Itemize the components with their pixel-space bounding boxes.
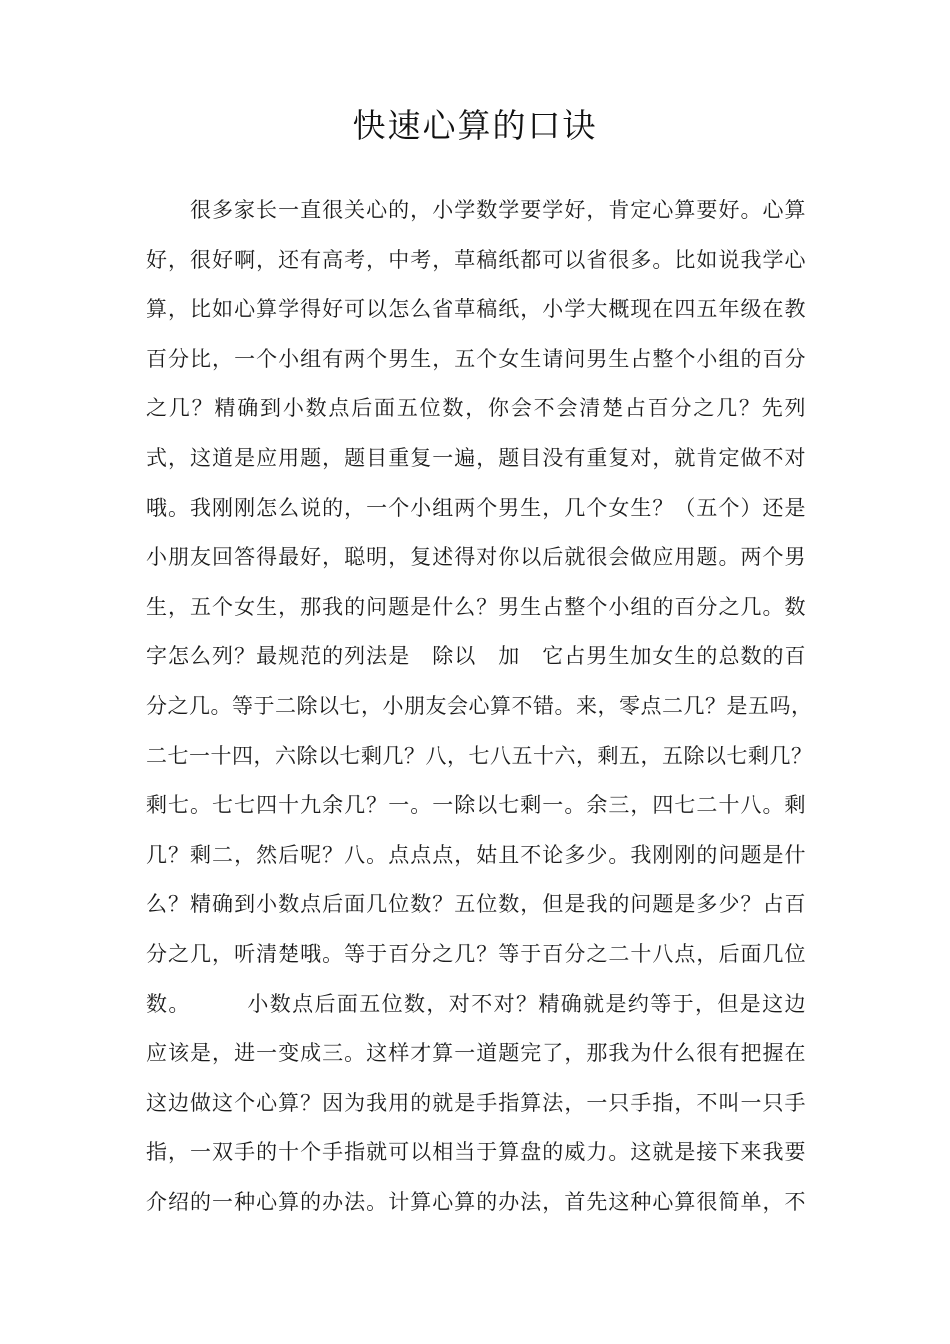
body-paragraph: [146, 186, 813, 1227]
text-line: 剩七。七七四十九余几？一。一除以七剩一。余三，四七二十八。剩: [146, 793, 806, 818]
text-line: 应该是，进一变成三。这样才算一道题完了，那我为什么很有把握在: [146, 1041, 806, 1066]
text-line: 么？精确到小数点后面几位数？五位数，但是我的问题是多少？占百: [146, 892, 806, 917]
text-line: 百分比，一个小组有两个男生，五个女生请问男生占整个小组的百分: [146, 346, 806, 371]
text-line: 好，很好啊，还有高考，中考，草稿纸都可以省很多。比如说我学心: [146, 247, 806, 272]
text-line: 很多家长一直很关心的，小学数学要学好，肯定心算要好。心算: [190, 198, 806, 222]
text-line: 这边做这个心算？因为我用的就是手指算法，一只手指，不叫一只手: [146, 1090, 806, 1115]
text-line: 数。 小数点后面五位数，对不对？精确就是约等于，但是这边: [146, 991, 806, 1016]
text-line: 哦。我刚刚怎么说的，一个小组两个男生，几个女生？（五个）还是: [146, 495, 806, 520]
text-line: 小朋友回答得最好，聪明，复述得对你以后就很会做应用题。两个男: [146, 545, 806, 570]
text-line: 算，比如心算学得好可以怎么省草稿纸，小学大概现在四五年级在教: [146, 297, 806, 322]
text-line: 生，五个女生，那我的问题是什么？男生占整个小组的百分之几。数: [146, 594, 806, 619]
text-line: 二七一十四，六除以七剩几？八，七八五十六，剩五，五除以七剩几？: [146, 743, 813, 768]
text-line: 之几？精确到小数点后面五位数，你会不会清楚占百分之几？先列: [146, 396, 806, 421]
text-line: 介绍的一种心算的办法。计算心算的办法，首先这种心算很简单，不: [146, 1189, 806, 1214]
document-title: 快速心算的口诀: [352, 106, 598, 145]
text-line: 分之几，听清楚哦。等于百分之几？等于百分之二十八点，后面几位: [146, 941, 806, 966]
text-line: 指，一双手的十个手指就可以相当于算盘的威力。这就是接下来我要: [146, 1140, 806, 1165]
text-line: 字怎么列？最规范的列法是 除以 加 它占男生加女生的总数的百: [146, 644, 806, 669]
text-line: 分之几。等于二除以七，小朋友会心算不错。来，零点二几？是五吗，: [146, 693, 813, 718]
text-line: 式，这道是应用题，题目重复一遍，题目没有重复对，就肯定做不对: [146, 445, 806, 470]
text-line: 几？剩二，然后呢？八。点点点，姑且不论多少。我刚刚的问题是什: [146, 842, 806, 867]
